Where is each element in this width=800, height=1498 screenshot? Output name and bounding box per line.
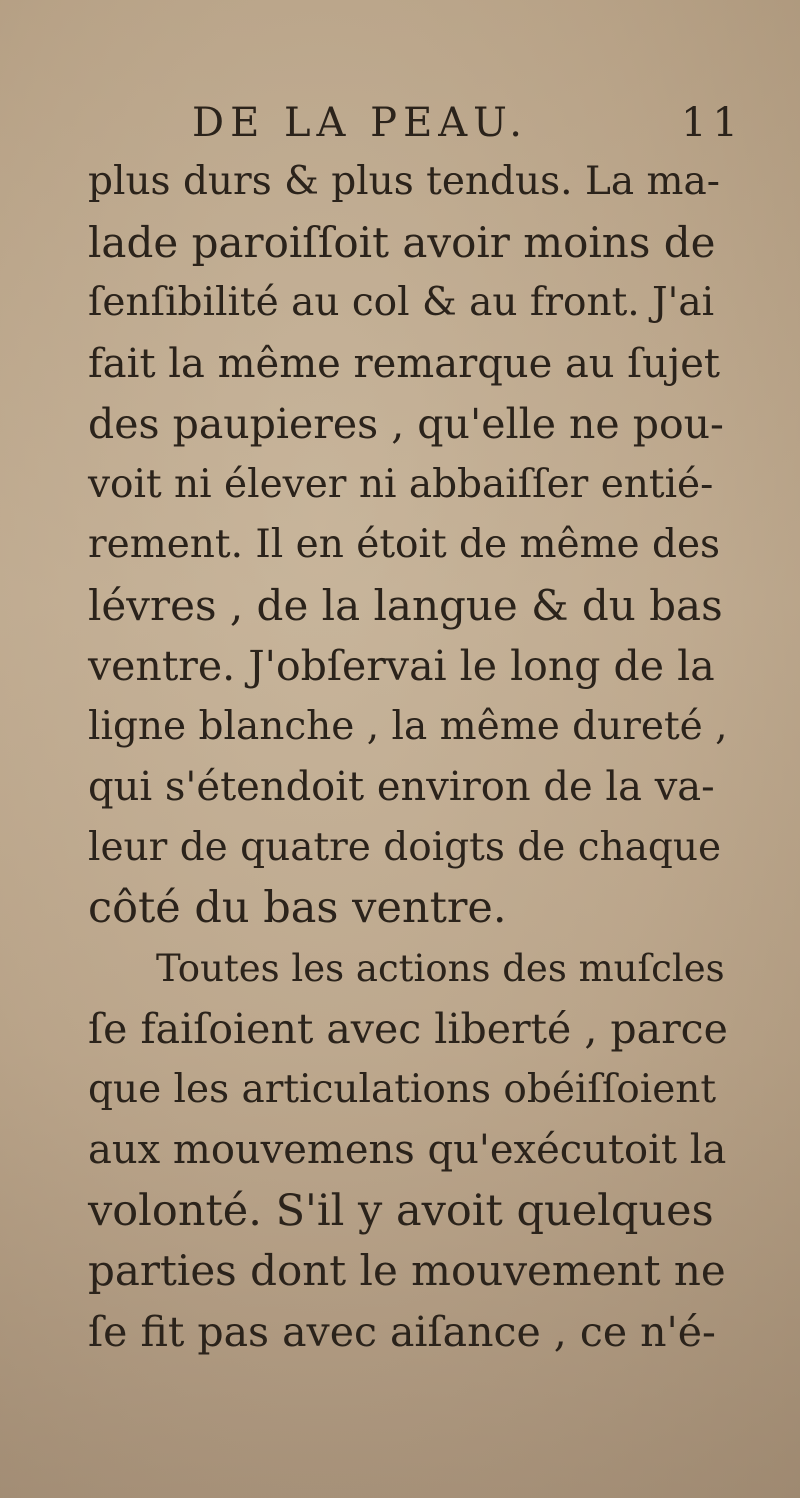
text-line: côté du bas ventre. (88, 883, 507, 933)
page-header (192, 100, 752, 150)
page-number: 11 (681, 100, 744, 146)
text-line: rement. Il en étoit de même des (88, 522, 721, 567)
text-line: plus durs & plus tendus. La ma- (88, 159, 720, 204)
paragraph-start-line: Toutes les actions des muſcles (156, 946, 725, 990)
text-line: parties dont le mouvement ne (88, 1246, 726, 1295)
text-line: lévres , de la langue & du bas (88, 580, 723, 630)
text-line: ſe fit pas avec aiſance , ce n'é- (88, 1307, 716, 1356)
text-line: ſenſibilité au col & au front. J'ai (88, 280, 715, 325)
text-line: des paupieres , qu'elle ne pou- (88, 400, 724, 448)
running-title: DE LA PEAU. (192, 100, 528, 146)
text-line: lade paroiſſoit avoir moins de (88, 217, 716, 267)
body-text (88, 152, 728, 1362)
text-line: ventre. J'obſervai le long de la (88, 642, 715, 690)
text-line: leur de quatre doigts de chaque (88, 824, 722, 870)
text-line: ligne blanche , la même dureté , (88, 703, 728, 749)
text-line: volonté. S'il y avoit quelques (88, 1185, 714, 1236)
text-line: que les articulations obéiſſoient (88, 1066, 717, 1112)
text-line: aux mouvemens qu'exécutoit la (88, 1127, 727, 1173)
text-line: qui s'étendoit environ de la va- (88, 764, 715, 810)
text-line: ſe faiſoient avec liberté , parce (88, 1005, 728, 1053)
text-line: voit ni élever ni abbaiſſer entié- (88, 461, 714, 507)
text-line: fait la même remarque au ſujet (88, 340, 720, 387)
